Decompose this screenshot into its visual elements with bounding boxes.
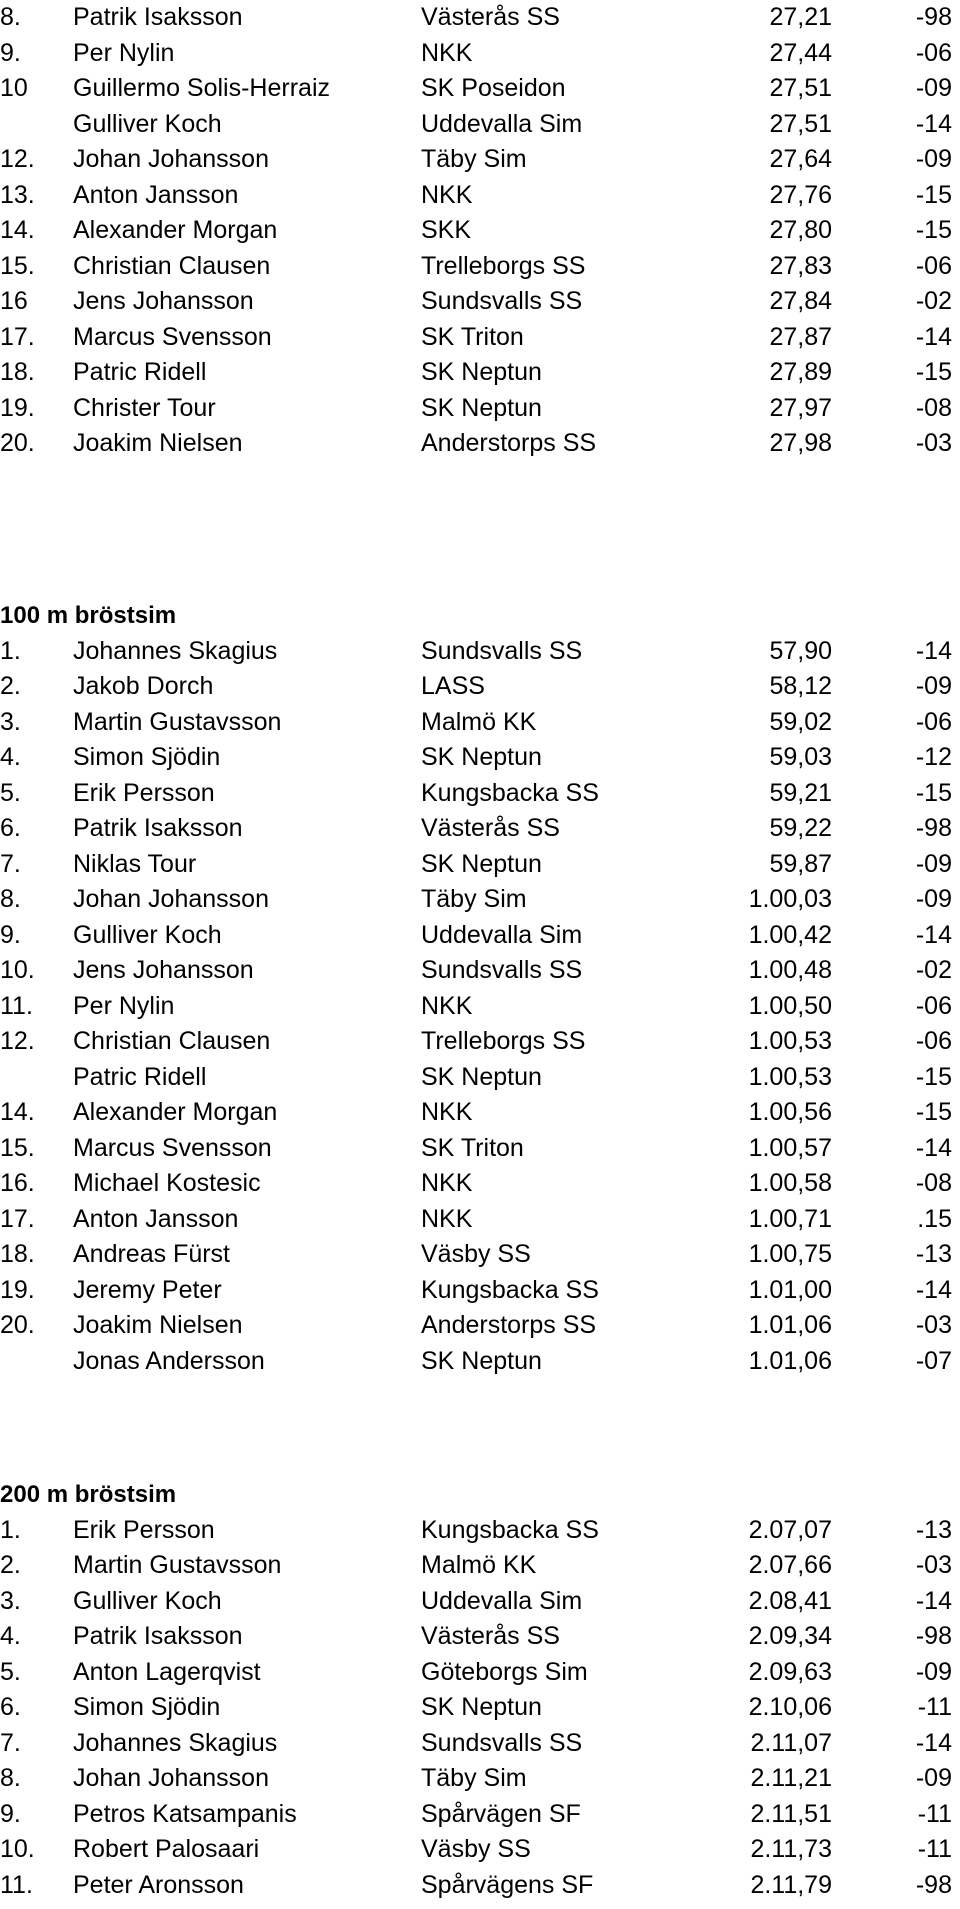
- swimmer-name: Christian Clausen: [73, 1027, 271, 1055]
- club-name: Spårvägen SF: [421, 1799, 581, 1828]
- result-time: 27,44: [769, 38, 832, 67]
- club-name: SK Neptun: [421, 358, 542, 386]
- club-name: SK Neptun: [421, 849, 542, 878]
- result-place: 17.: [0, 1204, 35, 1233]
- result-row: [0, 1273, 960, 1309]
- swimmer-name: Gulliver Koch: [73, 920, 222, 949]
- result-row: [0, 1726, 960, 1762]
- swimmer-name: Gulliver Koch: [73, 109, 222, 138]
- swimmer-name: Jakob Dorch: [73, 672, 214, 700]
- result-row: [0, 811, 960, 847]
- section-heading: 100 m bröstsim: [0, 602, 177, 629]
- result-place: 20.: [0, 1311, 35, 1339]
- result-time: 2.11,73: [750, 1835, 832, 1863]
- swimmer-name: Michael Kostesic: [73, 1169, 261, 1197]
- result-row: [0, 1095, 960, 1131]
- birth-year: -06: [915, 991, 952, 1020]
- result-row: [0, 882, 960, 918]
- birth-year: -06: [915, 1027, 952, 1055]
- result-place: 10: [0, 74, 28, 102]
- birth-year: -06: [915, 251, 952, 280]
- result-row: [0, 1344, 960, 1380]
- swimmer-name: Alexander Morgan: [73, 1098, 278, 1126]
- result-time: 27,64: [769, 145, 832, 173]
- result-place: 9.: [0, 1799, 21, 1828]
- result-place: 5.: [0, 778, 21, 807]
- result-place: 11.: [0, 991, 33, 1020]
- swimmer-name: Peter Aronsson: [73, 1870, 244, 1899]
- birth-year: -03: [915, 1311, 952, 1339]
- result-row: [0, 178, 960, 214]
- swimmer-name: Anton Lagerqvist: [73, 1657, 261, 1686]
- result-place: 20.: [0, 429, 35, 457]
- birth-year: -14: [915, 636, 952, 665]
- result-time: 27,98: [769, 429, 832, 457]
- birth-year: -06: [915, 707, 952, 736]
- result-time: 2.07,07: [748, 1515, 832, 1544]
- swimmer-name: Patric Ridell: [73, 1062, 207, 1091]
- result-place: 8.: [0, 3, 21, 31]
- swimmer-name: Anton Jansson: [73, 180, 239, 209]
- club-name: Sundsvalls SS: [421, 287, 583, 315]
- result-time: 27,83: [769, 251, 832, 280]
- club-name: Anderstorps SS: [421, 429, 597, 457]
- birth-year: -15: [915, 1098, 952, 1126]
- result-place: 1.: [0, 1515, 21, 1544]
- swimmer-name: Johan Johansson: [73, 145, 269, 173]
- result-time: 59,87: [769, 849, 832, 878]
- club-name: NKK: [421, 991, 473, 1020]
- result-place: 11.: [0, 1870, 33, 1899]
- result-row: [0, 1548, 960, 1584]
- birth-year: -14: [915, 322, 952, 351]
- result-time: 59,21: [769, 778, 832, 807]
- swimmer-name: Jens Johansson: [73, 956, 254, 984]
- swimmer-name: Martin Gustavsson: [73, 1551, 282, 1579]
- club-name: Sundsvalls SS: [421, 636, 583, 665]
- club-name: Anderstorps SS: [421, 1311, 597, 1339]
- result-time: 1.00,53: [748, 1062, 832, 1091]
- swimmer-name: Marcus Svensson: [73, 322, 272, 351]
- result-row: [0, 989, 960, 1025]
- birth-year: -08: [915, 393, 952, 422]
- result-place: 15.: [0, 1133, 35, 1162]
- club-name: NKK: [421, 180, 473, 209]
- results-section-100m-breaststroke: [0, 598, 960, 1379]
- result-time: 1.01,06: [748, 1311, 832, 1339]
- result-time: 2.09,34: [748, 1622, 832, 1650]
- birth-year: -07: [915, 1346, 952, 1375]
- result-place: 17.: [0, 322, 35, 351]
- section-heading: 200 m bröstsim: [0, 1481, 177, 1508]
- birth-year: -13: [915, 1240, 952, 1268]
- result-place: 15.: [0, 251, 35, 280]
- swimmer-name: Niklas Tour: [73, 849, 197, 878]
- club-name: NKK: [421, 1098, 473, 1126]
- result-place: 7.: [0, 1728, 21, 1757]
- result-place: 18.: [0, 1240, 35, 1268]
- swimmer-name: Christian Clausen: [73, 251, 271, 280]
- swimmer-name: Patrik Isaksson: [73, 1622, 243, 1650]
- result-row: [0, 36, 960, 72]
- results-section-top: [0, 0, 960, 462]
- result-time: 2.09,63: [748, 1657, 832, 1686]
- result-row: [0, 1060, 960, 1096]
- result-time: 27,89: [769, 358, 832, 386]
- result-time: 2.07,66: [748, 1551, 832, 1579]
- club-name: Sundsvalls SS: [421, 956, 583, 984]
- result-row: [0, 634, 960, 670]
- result-time: 1.00,48: [748, 956, 832, 984]
- club-name: Väsby SS: [421, 1240, 531, 1268]
- swimmer-name: Joakim Nielsen: [73, 429, 243, 457]
- result-time: 1.00,03: [748, 885, 832, 913]
- result-row: [0, 740, 960, 776]
- birth-year: -14: [915, 1275, 952, 1304]
- result-row: [0, 1690, 960, 1726]
- swimmer-name: Joakim Nielsen: [73, 1311, 243, 1339]
- club-name: Täby Sim: [421, 1764, 527, 1792]
- result-row: [0, 1797, 960, 1833]
- result-place: 16.: [0, 1169, 35, 1197]
- result-row: [0, 1131, 960, 1167]
- club-name: SKK: [421, 216, 472, 244]
- result-time: 57,90: [769, 636, 832, 665]
- swimmer-name: Alexander Morgan: [73, 216, 278, 244]
- club-name: LASS: [421, 672, 485, 700]
- club-name: SK Neptun: [421, 1062, 542, 1091]
- result-row: [0, 1166, 960, 1202]
- swimmer-name: Erik Persson: [73, 778, 215, 807]
- birth-year: -12: [915, 743, 952, 771]
- birth-year: -03: [915, 1551, 952, 1579]
- result-place: 13.: [0, 180, 35, 209]
- result-place: 9.: [0, 38, 21, 67]
- result-place: 9.: [0, 920, 21, 949]
- result-row: [0, 776, 960, 812]
- birth-year: -09: [915, 145, 952, 173]
- result-place: 8.: [0, 885, 21, 913]
- birth-year: -15: [915, 778, 952, 807]
- birth-year: -02: [915, 287, 952, 315]
- birth-year: -11: [917, 1693, 952, 1721]
- result-row: [0, 1513, 960, 1549]
- swimmer-name: Gulliver Koch: [73, 1586, 222, 1615]
- result-row: [0, 320, 960, 356]
- result-row: [0, 918, 960, 954]
- result-place: 4.: [0, 1622, 21, 1650]
- swimmer-name: Patric Ridell: [73, 358, 207, 386]
- result-row: [0, 71, 960, 107]
- result-place: 14.: [0, 1098, 35, 1126]
- result-time: 2.08,41: [748, 1586, 832, 1615]
- result-time: 1.00,58: [748, 1169, 832, 1197]
- club-name: SK Triton: [421, 1133, 524, 1162]
- birth-year: -09: [915, 1657, 952, 1686]
- result-row: [0, 426, 960, 462]
- result-time: 59,22: [769, 814, 832, 842]
- result-row: [0, 391, 960, 427]
- swimmer-name: Robert Palosaari: [73, 1835, 260, 1863]
- swimmer-name: Martin Gustavsson: [73, 707, 282, 736]
- result-place: 12.: [0, 145, 35, 173]
- result-place: 3.: [0, 1586, 21, 1615]
- result-time: 27,76: [769, 180, 832, 209]
- result-time: 2.11,21: [750, 1764, 832, 1792]
- club-name: NKK: [421, 38, 473, 67]
- club-name: Kungsbacka SS: [421, 778, 599, 807]
- result-row: [0, 1202, 960, 1238]
- swimmer-name: Johannes Skagius: [73, 1728, 278, 1757]
- birth-year: -09: [915, 672, 952, 700]
- swimmer-name: Simon Sjödin: [73, 743, 221, 771]
- birth-year: -15: [915, 1062, 952, 1091]
- swimmer-name: Patrik Isaksson: [73, 814, 243, 842]
- result-time: 27,97: [769, 393, 832, 422]
- birth-year: -11: [917, 1799, 952, 1828]
- result-time: 1.00,50: [748, 991, 832, 1020]
- swimmer-name: Simon Sjödin: [73, 1693, 221, 1721]
- result-row: [0, 705, 960, 741]
- club-name: SK Neptun: [421, 743, 542, 771]
- club-name: Täby Sim: [421, 145, 527, 173]
- swimmer-name: Anton Jansson: [73, 1204, 239, 1233]
- swimmer-name: Jeremy Peter: [73, 1275, 222, 1304]
- club-name: Trelleborgs SS: [421, 1027, 586, 1055]
- birth-year: -03: [915, 429, 952, 457]
- birth-year: -14: [915, 109, 952, 138]
- birth-year: -98: [915, 3, 952, 31]
- result-row: [0, 847, 960, 883]
- club-name: SK Neptun: [421, 1693, 542, 1721]
- result-row: [0, 1868, 960, 1904]
- birth-year: -11: [917, 1835, 952, 1863]
- club-name: Uddevalla Sim: [421, 109, 583, 138]
- birth-year: -09: [915, 1764, 952, 1792]
- result-time: 1.00,56: [748, 1098, 832, 1126]
- result-time: 1.00,42: [748, 920, 832, 949]
- club-name: Trelleborgs SS: [421, 251, 586, 280]
- result-row: [0, 142, 960, 178]
- swimmer-name: Erik Persson: [73, 1515, 215, 1544]
- swimmer-name: Petros Katsampanis: [73, 1799, 297, 1828]
- result-time: 1.01,00: [748, 1275, 832, 1304]
- result-place: 1.: [0, 636, 21, 665]
- birth-year: -09: [915, 849, 952, 878]
- swimmer-name: Per Nylin: [73, 38, 175, 67]
- club-name: Uddevalla Sim: [421, 1586, 583, 1615]
- result-place: 18.: [0, 358, 35, 386]
- result-place: 5.: [0, 1657, 21, 1686]
- results-section-200m-breaststroke: [0, 1477, 960, 1903]
- swimmer-name: Jens Johansson: [73, 287, 254, 315]
- birth-year: -09: [915, 885, 952, 913]
- swimmer-name: Marcus Svensson: [73, 1133, 272, 1162]
- club-name: Täby Sim: [421, 885, 527, 913]
- result-place: 2.: [0, 672, 21, 700]
- result-time: 27,87: [769, 322, 832, 351]
- birth-year: -98: [915, 1622, 952, 1650]
- result-time: 27,21: [769, 3, 832, 31]
- birth-year: -02: [915, 956, 952, 984]
- result-time: 27,80: [769, 216, 832, 244]
- birth-year: -15: [915, 216, 952, 244]
- swimmer-name: Patrik Isaksson: [73, 3, 243, 31]
- result-row: [0, 107, 960, 143]
- result-time: 2.11,07: [750, 1728, 832, 1757]
- birth-year: -06: [915, 38, 952, 67]
- result-row: [0, 355, 960, 391]
- club-name: Västerås SS: [421, 3, 560, 31]
- result-time: 1.01,06: [748, 1346, 832, 1375]
- result-place: 6.: [0, 1693, 21, 1721]
- result-time: 59,03: [769, 743, 832, 771]
- swimmer-name: Christer Tour: [73, 393, 216, 422]
- result-place: 8.: [0, 1764, 21, 1792]
- result-time: 27,84: [769, 287, 832, 315]
- club-name: Västerås SS: [421, 1622, 560, 1650]
- result-time: 27,51: [769, 74, 832, 102]
- club-name: Spårvägens SF: [421, 1870, 594, 1899]
- club-name: Kungsbacka SS: [421, 1275, 599, 1304]
- result-row: [0, 284, 960, 320]
- birth-year: -08: [915, 1169, 952, 1197]
- result-time: 58,12: [769, 672, 832, 700]
- result-row: [0, 213, 960, 249]
- birth-year: -98: [915, 1870, 952, 1899]
- result-row: [0, 1832, 960, 1868]
- result-place: 10.: [0, 1835, 35, 1863]
- result-place: 14.: [0, 216, 35, 244]
- birth-year: -14: [915, 1586, 952, 1615]
- result-row: [0, 249, 960, 285]
- result-time: 2.11,51: [750, 1799, 832, 1828]
- birth-year: .15: [917, 1204, 952, 1233]
- swimmer-name: Per Nylin: [73, 991, 175, 1020]
- club-name: SK Triton: [421, 322, 524, 351]
- result-time: 1.00,75: [748, 1240, 832, 1268]
- birth-year: -98: [915, 814, 952, 842]
- club-name: Kungsbacka SS: [421, 1515, 599, 1544]
- result-place: 10.: [0, 956, 35, 984]
- result-row: [0, 669, 960, 705]
- result-row: [0, 1024, 960, 1060]
- birth-year: -15: [915, 180, 952, 209]
- result-place: 12.: [0, 1027, 35, 1055]
- result-row: [0, 1761, 960, 1797]
- birth-year: -14: [915, 920, 952, 949]
- result-place: 19.: [0, 393, 35, 422]
- swimmer-name: Jonas Andersson: [73, 1346, 265, 1375]
- result-time: 59,02: [769, 707, 832, 736]
- club-name: Uddevalla Sim: [421, 920, 583, 949]
- club-name: NKK: [421, 1204, 473, 1233]
- result-place: 4.: [0, 743, 21, 771]
- result-row: [0, 1308, 960, 1344]
- club-name: Sundsvalls SS: [421, 1728, 583, 1757]
- club-name: SK Poseidon: [421, 74, 566, 102]
- club-name: SK Neptun: [421, 393, 542, 422]
- result-time: 1.00,53: [748, 1027, 832, 1055]
- result-row: [0, 1655, 960, 1691]
- swimmer-name: Johan Johansson: [73, 885, 269, 913]
- swimmer-name: Johan Johansson: [73, 1764, 269, 1792]
- result-time: 27,51: [769, 109, 832, 138]
- club-name: Göteborgs Sim: [421, 1657, 588, 1686]
- birth-year: -15: [915, 358, 952, 386]
- result-row: [0, 1237, 960, 1273]
- birth-year: -14: [915, 1728, 952, 1757]
- swimmer-name: Andreas Fürst: [73, 1240, 231, 1268]
- result-time: 1.00,71: [748, 1204, 832, 1233]
- result-time: 2.10,06: [748, 1693, 832, 1721]
- club-name: Väsby SS: [421, 1835, 531, 1863]
- birth-year: -13: [915, 1515, 952, 1544]
- result-place: 3.: [0, 707, 21, 736]
- club-name: Västerås SS: [421, 814, 560, 842]
- club-name: SK Neptun: [421, 1346, 542, 1375]
- result-row: [0, 1584, 960, 1620]
- result-place: 19.: [0, 1275, 35, 1304]
- result-place: 6.: [0, 814, 21, 842]
- club-name: Malmö KK: [421, 1551, 537, 1579]
- birth-year: -14: [915, 1133, 952, 1162]
- birth-year: -09: [915, 74, 952, 102]
- result-row: [0, 0, 960, 36]
- result-place: 2.: [0, 1551, 21, 1579]
- swimmer-name: Guillermo Solis-Herraiz: [73, 74, 330, 102]
- result-time: 1.00,57: [748, 1133, 832, 1162]
- result-place: 16: [0, 287, 28, 315]
- result-row: [0, 953, 960, 989]
- club-name: Malmö KK: [421, 707, 537, 736]
- result-time: 2.11,79: [750, 1870, 832, 1899]
- result-place: 7.: [0, 849, 21, 878]
- swimmer-name: Johannes Skagius: [73, 636, 278, 665]
- club-name: NKK: [421, 1169, 473, 1197]
- result-row: [0, 1619, 960, 1655]
